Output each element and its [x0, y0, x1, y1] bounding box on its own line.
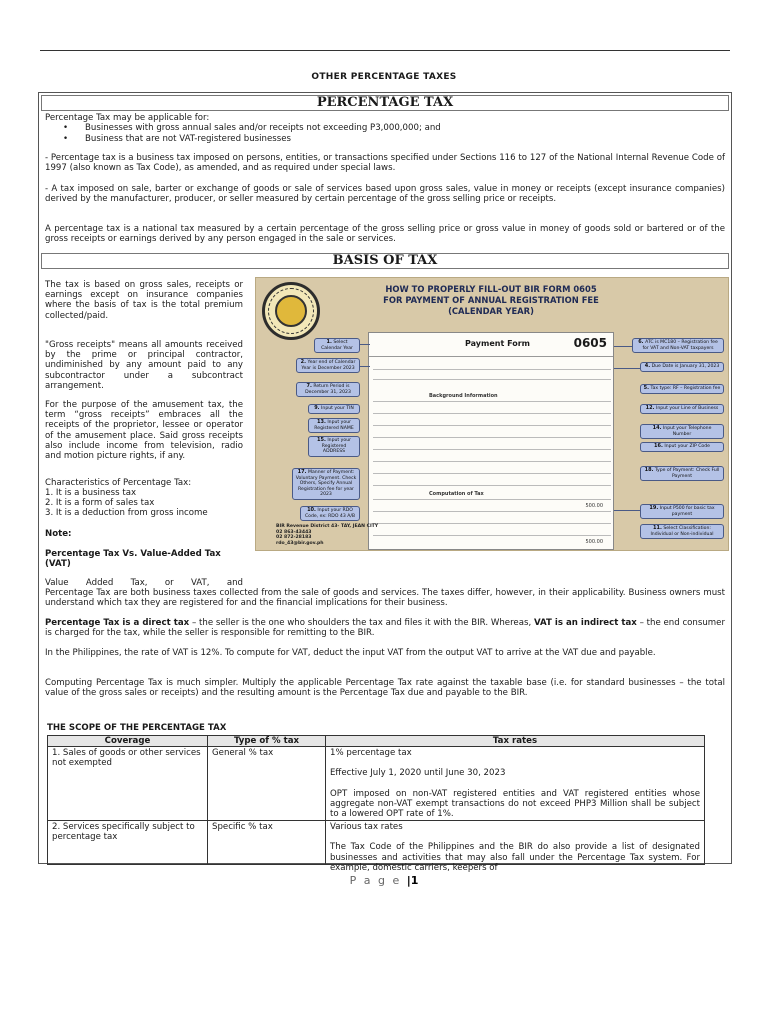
- callout-right: 5. Tax type: RF – Registration fee: [640, 384, 724, 394]
- callout-left: 9. Input your TIN: [308, 404, 360, 414]
- scope-table: [47, 735, 705, 873]
- coverage-cell: 2. Services specifically subject to percentage tax: [48, 821, 208, 865]
- callout-right: 6. ATC is MC180 – Registration fee for VAT and Non-VAT taxpayers: [632, 338, 724, 353]
- page-number: 1: [410, 874, 419, 887]
- paragraph: "Gross receipts" means all amounts received by the prime or principal contractor, undiminished by any amount paid to any subcontractor under a subcontract arrangement.: [45, 340, 243, 391]
- paragraph: Percentage Tax are both business taxes collected from the sale of goods and services. The taxes differ, however, in their applicability. Business owners must understand which tax they are registered for and the financial implications for their business.: [45, 588, 725, 609]
- type-cell: Specific % tax: [208, 821, 326, 865]
- top-rule: [40, 50, 730, 51]
- characteristics-heading: Characteristics of Percentage Tax:: [45, 478, 192, 488]
- bir-seal-logo: [262, 282, 320, 340]
- callout-right: 18. Type of Payment: Check Full Payment: [640, 466, 724, 481]
- scope-title: THE SCOPE OF THE PERCENTAGE TAX: [47, 723, 227, 733]
- indirect-tax-label: VAT is an indirect tax: [533, 618, 637, 628]
- list-item: 3. It is a deduction from gross income: [45, 508, 208, 518]
- callout-right: 14. Input your Telephone Number: [640, 424, 724, 439]
- paragraph: - Percentage tax is a business tax imposed on persons, entities, or transactions specified under Sections 116 to 127 of the National Internal Revenue Code of 1997 (also known as Tax Code), as amended, and as required under special laws.: [45, 153, 725, 174]
- coverage-cell: 1. Sales of goods or other services not exempted: [48, 747, 208, 821]
- callout-left: 13. Input your Registered NAME: [308, 418, 360, 433]
- paragraph: The tax is based on gross sales, receipts or earnings except on insurance companies where the basis of tax is the total premium collected/paid.: [45, 280, 243, 321]
- callout-right: 11. Select Classification: Individual or Non-individual: [640, 524, 724, 539]
- form-amount: 500.00: [585, 539, 603, 545]
- callout-left: 7. Return Period is December 31, 2023: [296, 382, 360, 397]
- figure-title: HOW TO PROPERLY FILL-OUT BIR FORM 0605 FOR PAYMENT OF ANNUAL REGISTRATION FEE (CALENDAR YEAR): [383, 284, 599, 316]
- table-row: [48, 821, 705, 865]
- vs-heading: Percentage Tax Vs. Value-Added Tax (VAT): [45, 549, 221, 570]
- column-header: Coverage: [48, 736, 208, 747]
- section-heading-basis-of-tax: BASIS OF TAX: [41, 253, 729, 269]
- paragraph: A percentage tax is a national tax measured by a certain percentage of the gross selling price or gross value in money of goods sold or bartered or of the gross receipts or earnings derived by any person engaged in the sale or services.: [45, 224, 725, 245]
- page-separator: |: [406, 874, 411, 887]
- note-label: Note:: [45, 529, 72, 539]
- paragraph: In the Philippines, the rate of VAT is 12%. To compute for VAT, deduct the input VAT from the output VAT to arrive at the VAT due and payable.: [45, 648, 656, 658]
- rates-cell: 1% percentage tax Effective July 1, 2020 until June 30, 2023 OPT imposed on non-VAT registered entities and VAT registered entities whose aggregate non-VAT exempt transactions do not exceed PHP3 Million shall be subject to a lowered OPT rate of 1%.: [326, 747, 705, 821]
- form-part2-title: Computation of Tax: [429, 491, 484, 497]
- column-header: Tax rates: [326, 736, 705, 747]
- section-heading-percentage-tax: PERCENTAGE TAX: [41, 95, 729, 111]
- payment-form: [368, 332, 614, 550]
- callout-left: 10. Input your RDO Code, ex: RDO 43 A/B: [300, 506, 360, 521]
- paragraph: Percentage Tax is a direct tax – the seller is the one who shoulders the tax and files it with the BIR. Whereas, VAT is an indirect tax – the end consumer is charged for the tax, while the seller is responsible for remitting to the BIR.: [45, 618, 725, 639]
- direct-tax-label: Percentage Tax is a direct tax: [45, 618, 190, 628]
- callout-right: 19. Input P500 for basic tax payment: [640, 504, 724, 519]
- column-header: Type of % tax: [208, 736, 326, 747]
- callout-right: 12. Input your Line of Business: [640, 404, 724, 414]
- paragraph: Computing Percentage Tax is much simpler. Multiply the applicable Percentage Tax rate against the taxable base (i.e. for standard businesses – the total value of the gross sales or receipts) and the resulting amount is the Percentage Tax due and payable to the BIR.: [45, 678, 725, 699]
- bir-office-info: BIR Revenue District 43- TAY, JEAN CITY 02 863-43443 02 872-28183 rdo_43@bir.gov.ph: [276, 524, 379, 546]
- form-title: Payment Form: [465, 339, 530, 348]
- form-amount: 500.00: [585, 503, 603, 509]
- callout-right: 16. Input your ZIP Code: [640, 442, 724, 452]
- callout-left: 17. Manner of Payment: Voluntary Payment. Check Others, Specify Annual Registration fee for year 2023: [292, 468, 360, 500]
- callout-right: 4. Due Date is January 31, 2023: [640, 362, 724, 372]
- list-item: 2. It is a form of sales tax: [45, 498, 155, 508]
- form-part1-title: Background Information: [429, 393, 498, 399]
- form-code: 0605: [573, 336, 607, 350]
- bullet-item: • Business that are not VAT-registered businesses: [63, 134, 291, 144]
- callout-left: 2. Year end of Calendar Year is December 2023: [296, 358, 360, 373]
- type-cell: General % tax: [208, 747, 326, 821]
- table-row: [48, 747, 705, 821]
- table-header-row: [48, 736, 705, 747]
- rates-cell: Various tax rates The Tax Code of the Philippines and the BIR do also provide a list of designated businesses and activities that may also fall under the Percentage Tax system. For example, domestic carriers, keepers of: [326, 821, 705, 865]
- intro-text: Percentage Tax may be applicable for:: [45, 113, 210, 123]
- paragraph: For the purpose of the amusement tax, the term “gross receipts” embraces all the receipts of the proprietor, lessee or operator of the amusement place. Said gross receipts also include income from television, radio and motion picture rights, if any.: [45, 400, 243, 462]
- content-frame: [38, 92, 732, 873]
- paragraph: Value Added Tax, or VAT, and: [45, 578, 243, 588]
- document-title: OTHER PERCENTAGE TAXES: [311, 72, 457, 82]
- list-item: 1. It is a business tax: [45, 488, 137, 498]
- page-footer: [0, 874, 768, 887]
- bullet-item: • Businesses with gross annual sales and/or receipts not exceeding P3,000,000; and: [63, 123, 441, 133]
- bir-form-figure: [255, 277, 729, 551]
- page-label: P a g e: [349, 874, 402, 887]
- callout-left: 15. Input your Registered ADDRESS: [308, 436, 360, 457]
- paragraph: - A tax imposed on sale, barter or exchange of goods or sale of services based upon gross sales, value in money or receipts (except insurance companies) derived by the manufacturer, producer, or seller measured by certain percentage of the gross selling price or receipts.: [45, 184, 725, 205]
- callout-left: 1. Select Calendar Year: [314, 338, 360, 353]
